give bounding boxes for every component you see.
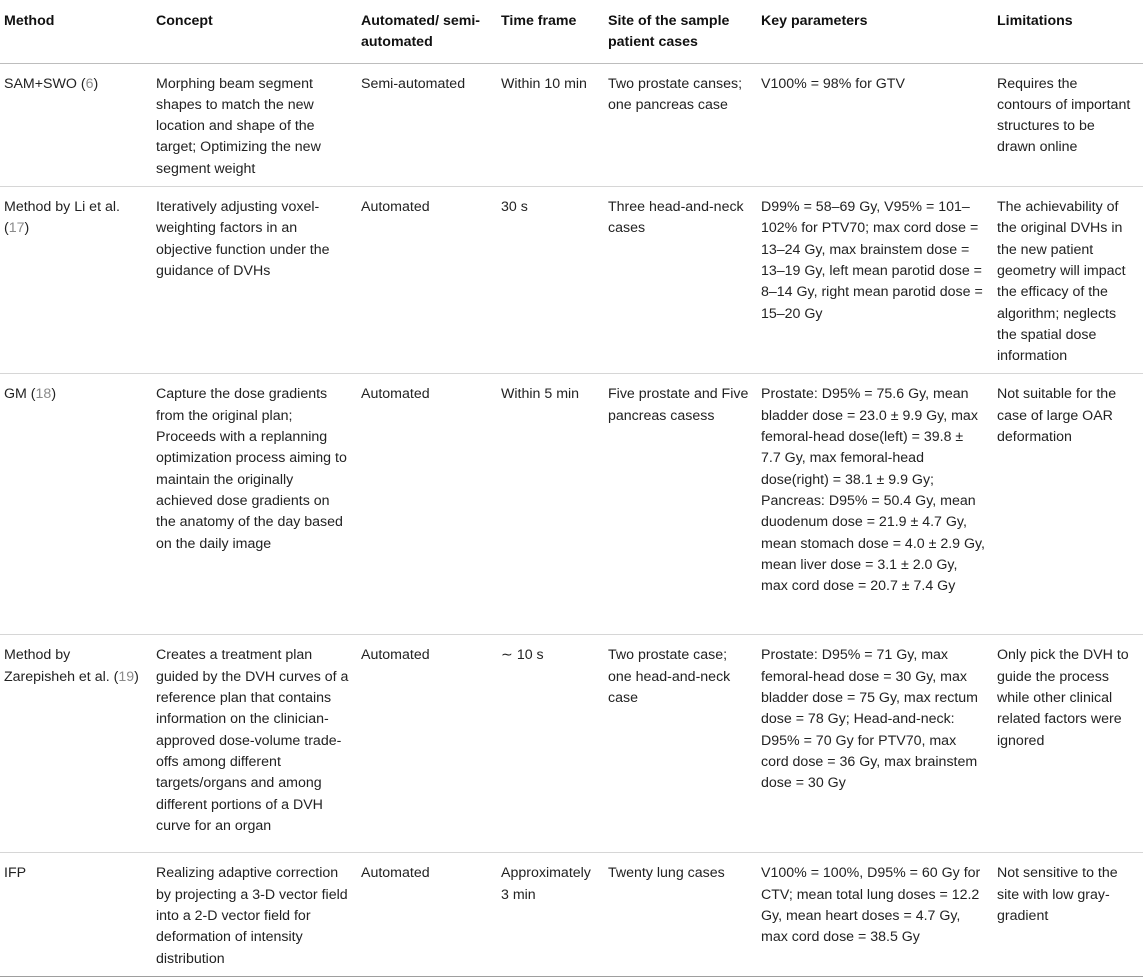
header-site: Site of the sample patient cases <box>604 0 757 63</box>
site-cell: Two prostate case; one head-and-neck case <box>604 635 757 853</box>
key-parameters-cell: D99% = 58–69 Gy, V95% = 101–102% for PTV70; max cord dose = 13–24 Gy, max brainstem dose = 13–19 Gy, left mean parotid dose = 8–14 Gy, right mean parotid dose = 15–20 Gy <box>757 187 993 374</box>
time-frame-cell: 30 s <box>497 187 604 374</box>
automation-cell: Automated <box>357 187 497 374</box>
time-frame-cell: Approximately 3 min <box>497 853 604 976</box>
site-cell: Three head-and-neck cases <box>604 187 757 374</box>
limitations-cell: Only pick the DVH to guide the process while other clinical related factors were ignored <box>993 635 1143 853</box>
header-automation: Automated/ semi-automated <box>357 0 497 63</box>
method-cell: Method by Zarepisheh et al. (19) <box>0 635 152 853</box>
header-row <box>0 0 1143 63</box>
table-row <box>0 374 1143 635</box>
method-cell: GM (18) <box>0 374 152 635</box>
key-parameters-cell: V100% = 98% for GTV <box>757 63 993 186</box>
concept-cell: Realizing adaptive correction by projecting a 3-D vector field into a 2-D vector field for deformation of intensity distribution <box>152 853 357 976</box>
method-cell: IFP <box>0 853 152 976</box>
reference-link[interactable]: 19 <box>118 668 135 685</box>
header-concept: Concept <box>152 0 357 63</box>
limitations-cell: Requires the contours of important structures to be drawn online <box>993 63 1143 186</box>
site-cell: Twenty lung cases <box>604 853 757 976</box>
header-time-frame: Time frame <box>497 0 604 63</box>
automation-cell: Automated <box>357 853 497 976</box>
automation-cell: Automated <box>357 635 497 853</box>
header-key-parameters: Key parameters <box>757 0 993 63</box>
header-method: Method <box>0 0 152 63</box>
limitations-cell: The achievability of the original DVHs in the new patient geometry will impact the efficacy of the algorithm; neglects the spatial dose information <box>993 187 1143 374</box>
table-row <box>0 187 1143 374</box>
limitations-cell: Not sensitive to the site with low gray-gradient <box>993 853 1143 976</box>
concept-cell: Capture the dose gradients from the original plan; Proceeds with a replanning optimization process aiming to maintain the originally achieved dose gradients on the anatomy of the day based on the daily image <box>152 374 357 635</box>
concept-cell: Creates a treatment plan guided by the DVH curves of a reference plan that contains information on the clinician-approved dose-volume trade-offs among different targets/organs and among different portions of a DVH curve for an organ <box>152 635 357 853</box>
method-cell: Method by Li et al. (17) <box>0 187 152 374</box>
time-frame-cell: ∼ 10 s <box>497 635 604 853</box>
method-name: GM <box>4 386 27 403</box>
site-cell: Five prostate and Five pancreas casess <box>604 374 757 635</box>
key-parameters-cell: Prostate: D95% = 75.6 Gy, mean bladder dose = 23.0 ± 9.9 Gy, max femoral-head dose(left) = 39.8 ± 7.7 Gy, max femoral-head dose(right) = 38.1 ± 9.9 Gy; Pancreas: D95% = 50.4 Gy, mean duodenum dose = 21.9 ± 4.7 Gy, mean stomach dose = 4.0 ± 2.9 Gy, mean liver dose = 3.1 ± 2.0 Gy, max cord dose = 20.7 ± 7.4 Gy <box>757 374 993 635</box>
concept-cell: Iteratively adjusting voxel-weighting factors in an objective function under the guidance of DVHs <box>152 187 357 374</box>
reference-link[interactable]: 18 <box>35 386 52 403</box>
method-name: Method by Li et al. <box>4 199 120 216</box>
time-frame-cell: Within 5 min <box>497 374 604 635</box>
table-row <box>0 635 1143 853</box>
reference-link[interactable]: 6 <box>85 75 94 92</box>
table-row <box>0 63 1143 186</box>
site-cell: Two prostate canses; one pancreas case <box>604 63 757 186</box>
table-header <box>0 0 1143 63</box>
method-name: SAM+SWO <box>4 75 77 92</box>
time-frame-cell: Within 10 min <box>497 63 604 186</box>
limitations-cell: Not suitable for the case of large OAR deformation <box>993 374 1143 635</box>
key-parameters-cell: Prostate: D95% = 71 Gy, max femoral-head dose = 30 Gy, max bladder dose = 75 Gy, max rectum dose = 78 Gy; Head-and-neck: D95% = 70 Gy for PTV70, max cord dose = 36 Gy, max brainstem dose = 30 Gy <box>757 635 993 853</box>
key-parameters-cell: V100% = 100%, D95% = 60 Gy for CTV; mean total lung doses = 12.2 Gy, mean heart doses = 4.7 Gy, max cord dose = 38.5 Gy <box>757 853 993 976</box>
table-body <box>0 63 1143 976</box>
reference-link[interactable]: 17 <box>8 220 25 237</box>
automation-cell: Semi-automated <box>357 63 497 186</box>
concept-cell: Morphing beam segment shapes to match the new location and shape of the target; Optimizing the new segment weight <box>152 63 357 186</box>
header-limitations: Limitations <box>993 0 1143 63</box>
automation-cell: Automated <box>357 374 497 635</box>
method-name: Method by Zarepisheh et al. <box>4 647 110 685</box>
table-row <box>0 853 1143 976</box>
method-cell: SAM+SWO (6) <box>0 63 152 186</box>
